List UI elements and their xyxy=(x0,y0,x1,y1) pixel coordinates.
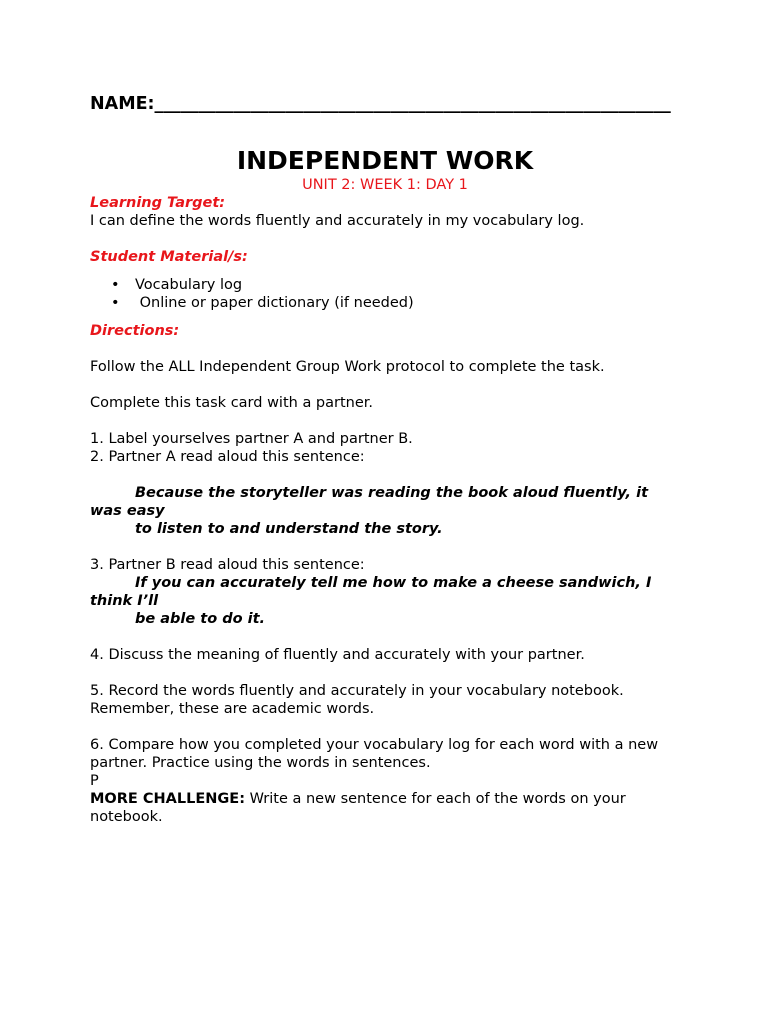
quote-2 xyxy=(90,574,680,628)
learning-target-text: I can define the words fluently and accurately in my vocabulary log. xyxy=(90,213,585,229)
list-item xyxy=(90,276,680,294)
protocol-text: Follow the ALL Independent Group Work protocol to complete the task. xyxy=(90,359,605,375)
material-item-vocabulary-log: Vocabulary log xyxy=(135,277,243,293)
directions-label: Directions: xyxy=(90,323,180,339)
step-1: 1. Label yourselves partner A and partner B. xyxy=(90,431,413,447)
challenge-label: MORE CHALLENGE: xyxy=(90,791,245,807)
step-3: 3. Partner B read aloud this sentence: xyxy=(90,557,365,573)
partner-note: Complete this task card with a partner. xyxy=(90,395,374,411)
challenge-text: Write a new sentence for each of the words on your notebook. xyxy=(90,791,626,825)
name-line: NAME:___________________________________________________________ xyxy=(90,94,671,114)
materials-label: Student Material/s: xyxy=(90,249,248,265)
quote-2-line-b: be able to do it. xyxy=(135,611,266,627)
step-2: 2. Partner A read aloud this sentence: xyxy=(90,449,365,465)
list-item xyxy=(90,294,680,312)
materials-list xyxy=(90,276,680,312)
step-5: 5. Record the words fluently and accurately in your vocabulary notebook. Remember, these are academic words. xyxy=(90,683,624,717)
more-challenge xyxy=(90,790,680,826)
stray-letter: P xyxy=(90,773,99,789)
material-item-dictionary: Online or paper dictionary (if needed) xyxy=(135,295,414,311)
bullet-icon: • xyxy=(111,277,120,293)
unit-subtitle: UNIT 2: WEEK 1: DAY 1 xyxy=(302,177,468,193)
step-6: 6. Compare how you completed your vocabulary log for each word with a new partner. Practice using the words in sentences. xyxy=(90,737,659,771)
page-title: INDEPENDENT WORK xyxy=(236,146,534,175)
bullet-icon: • xyxy=(111,295,120,311)
learning-target-label: Learning Target: xyxy=(90,195,226,211)
quote-2-line-a: If you can accurately tell me how to make a cheese sandwich, I think I’ll xyxy=(90,575,652,609)
quote-1 xyxy=(90,484,680,538)
quote-1-line-b: to listen to and understand the story. xyxy=(135,521,443,537)
step-4: 4. Discuss the meaning of fluently and accurately with your partner. xyxy=(90,647,585,663)
quote-1-line-a: Because the storyteller was reading the book aloud fluently, it was easy xyxy=(90,485,649,519)
worksheet-page xyxy=(90,92,680,826)
